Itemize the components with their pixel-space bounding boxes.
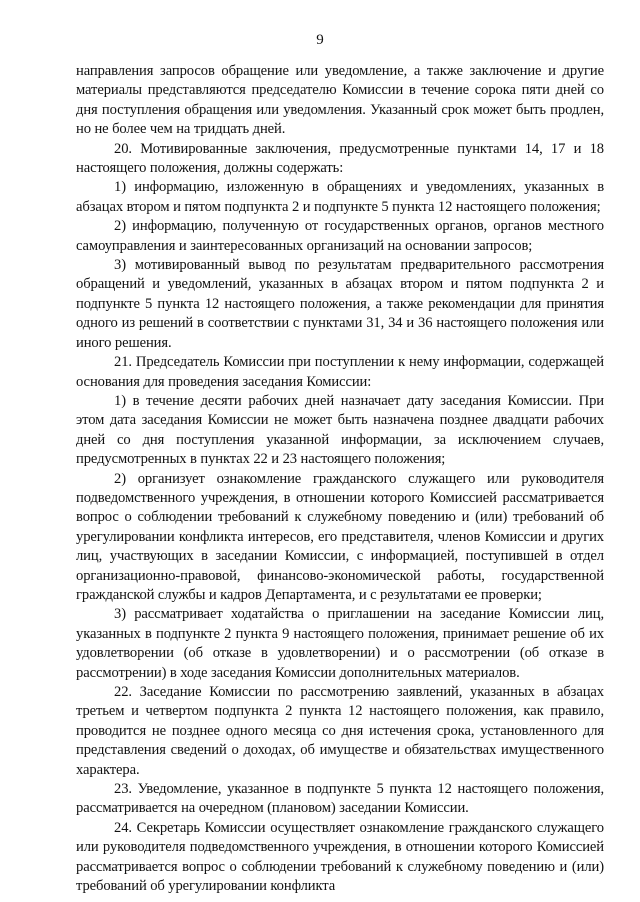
page-number: 9 <box>316 32 324 48</box>
paragraph-item-21-1: 1) в течение десяти рабочих дней назначает дату заседания Комиссии. При этом дата заседания Комиссии не может быть назначена позднее двадцати рабочих дней со дня поступления указанной информации, за исключением случаев, предусмотренных в пунктах 22 и 23 настоящего положения; <box>76 392 604 468</box>
paragraph-item-22: 22. Заседание Комиссии по рассмотрению заявлений, указанных в абзацах третьем и четвертом подпункта 2 пункта 12 настоящего положения, как правило, проводится не позднее одного месяца со дня истечения срока, установленного для представления сведений о доходах, об имуществе и обязательствах имущественного характера. <box>76 684 604 778</box>
paragraph-continuation: направления запросов обращение или уведомление, а также заключение и другие материалы представляются председателю Комиссии в течение сорока пяти дней со дня поступления обращения или уведомления. Указанный срок может быть продлен, но не более чем на тридцать дней. <box>76 63 604 138</box>
paragraph-item-24: 24. Секретарь Комиссии осуществляет ознакомление гражданского служащего или руководителя подведомственного учреждения, в отношении которого Комиссией рассматривается вопрос о соблюдении требований к служебному поведению и (или) требований об урегулировании конфликта <box>76 819 604 895</box>
paragraph-item-21-3: 3) рассматривает ходатайства о приглашении на заседание Комиссии лиц, указанных в подпункте 2 пункта 9 настоящего положения, принимает решение об их удовлетворении (об отказе в удовлетворении) и о рассмотрении (об отказе в рассмотрении) в ходе заседания Комиссии дополнительных материалов. <box>76 606 604 681</box>
paragraph-item-20-1: 1) информацию, изложенную в обращениях и уведомлениях, указанных в абзацах втором и пятом подпункта 2 и подпункте 5 пункта 12 настоящего положения; <box>76 179 604 215</box>
paragraph-item-21-2: 2) организует ознакомление гражданского служащего или руководителя подведомственного учреждения, в отношении которого Комиссией рассматривается вопрос о соблюдении требований к служебному поведению и (или) требований об урегулировании конфликта интересов, его представителя, членов Комиссии и других лиц, участвующих в заседании Комиссии, с информацией, поступившей в отдел организационно-правовой, финансово-экономической работы, государственной гражданской службы и кадров Департамента, и с результатами ее проверки; <box>76 470 604 603</box>
paragraph-item-20-3: 3) мотивированный вывод по результатам предварительного рассмотрения обращений и уведомлений, указанных в абзацах втором и пятом подпункта 2 и подпункте 5 пункта 12 настоящего положения, а также рекомендации для принятия одного из решений в соответствии с пунктами 31, 34 и 36 настоящего положения или иного решения. <box>76 257 604 351</box>
paragraph-item-20: 20. Мотивированные заключения, предусмотренные пунктами 14, 17 и 18 настоящего положения, должны содержать: <box>76 140 604 177</box>
paragraph-item-23: 23. Уведомление, указанное в подпункте 5 пункта 12 настоящего положения, рассматривается на очередном (плановом) заседании Комиссии. <box>76 781 604 817</box>
document-body <box>76 62 604 896</box>
paragraph-item-21: 21. Председатель Комиссии при поступлении к нему информации, содержащей основания для проведения заседания Комиссии: <box>76 354 604 390</box>
paragraph-item-20-2: 2) информацию, полученную от государственных органов, органов местного самоуправления и заинтересованных организаций на основании запросов; <box>76 218 604 254</box>
